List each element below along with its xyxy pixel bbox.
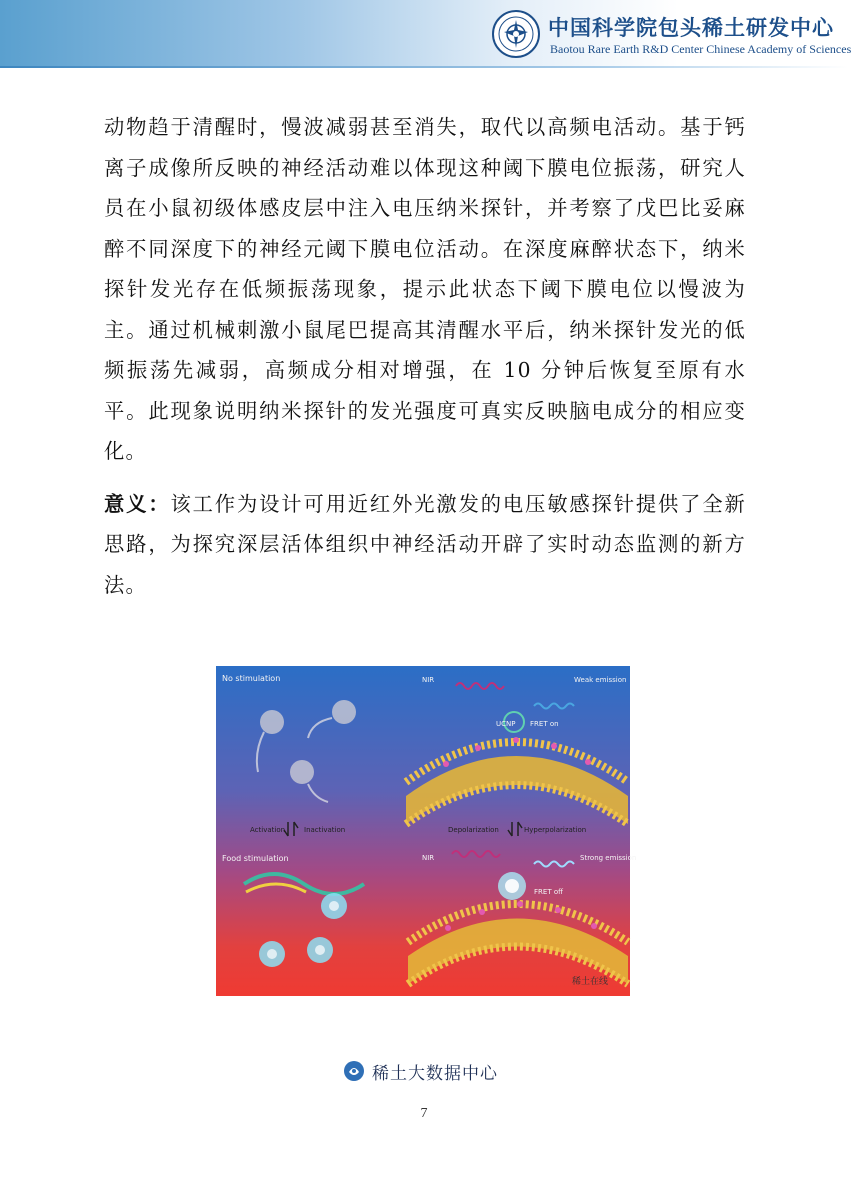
fig-label-activation: Activation [250,826,286,834]
fig-label-food-stimulation: Food stimulation [222,854,289,863]
fig-label-depolarization: Depolarization [448,826,499,834]
significance-text: 该工作为设计可用近红外光激发的电压敏感探针提供了全新思路，为探究深层活体组织中神经活动开辟了实时动态监测的新方法。 [104,491,746,597]
body-text [104,107,746,605]
fig-label-fret-on: FRET on [530,720,559,728]
cas-seal-icon [492,10,540,58]
fig-label-ucnp: UCNP [496,720,516,728]
figure-watermark: 稀土在线 [572,977,609,987]
footer-center-name: 稀土大数据中心 [372,1064,498,1084]
org-name-cn: 中国科学院包头稀土研发中心 [548,15,834,40]
fig-label-nir-top: NIR [422,676,435,684]
fig-label-weak-emission: Weak emission [574,676,627,684]
data-center-logo-icon [343,1060,365,1082]
page-number: 7 [420,1106,428,1121]
figure-illustration [216,666,637,996]
paragraph-1: 动物趋于清醒时，慢波减弱甚至消失，取代以高频电活动。基于钙离子成像所反映的神经活动难以体现这种阈下膜电位振荡，研究人员在小鼠初级体感皮层中注入电压纳米探针，并考察了戊巴比妥麻醉不同深度下的神经元阈下膜电位活动。在深度麻醉状态下，纳米探针发光存在低频振荡现象，提示此状态下阈下膜电位以慢波为主。通过机械刺激小鼠尾巴提高其清醒水平后，纳米探针发光的低频振荡先减弱，高频成分相对增强，在 10 分钟后恢复至原有水平。此现象说明纳米探针的发光强度可真实反映脑电成分的相应变化。 [104,115,746,463]
fig-label-hyperpolarization: Hyperpolarization [524,826,587,834]
significance-paragraph [104,484,746,606]
fig-label-no-stimulation: No stimulation [222,674,281,683]
significance-label: 意义： [104,491,171,516]
fig-label-nir-bottom: NIR [422,854,435,862]
fig-label-strong-emission: Strong emission [580,854,637,862]
fig-label-fret-off: FRET off [534,888,563,896]
org-name-en: Baotou Rare Earth R&D Center Chinese Academy of Sciences [550,42,851,56]
fig-label-inactivation: Inactivation [304,826,346,834]
